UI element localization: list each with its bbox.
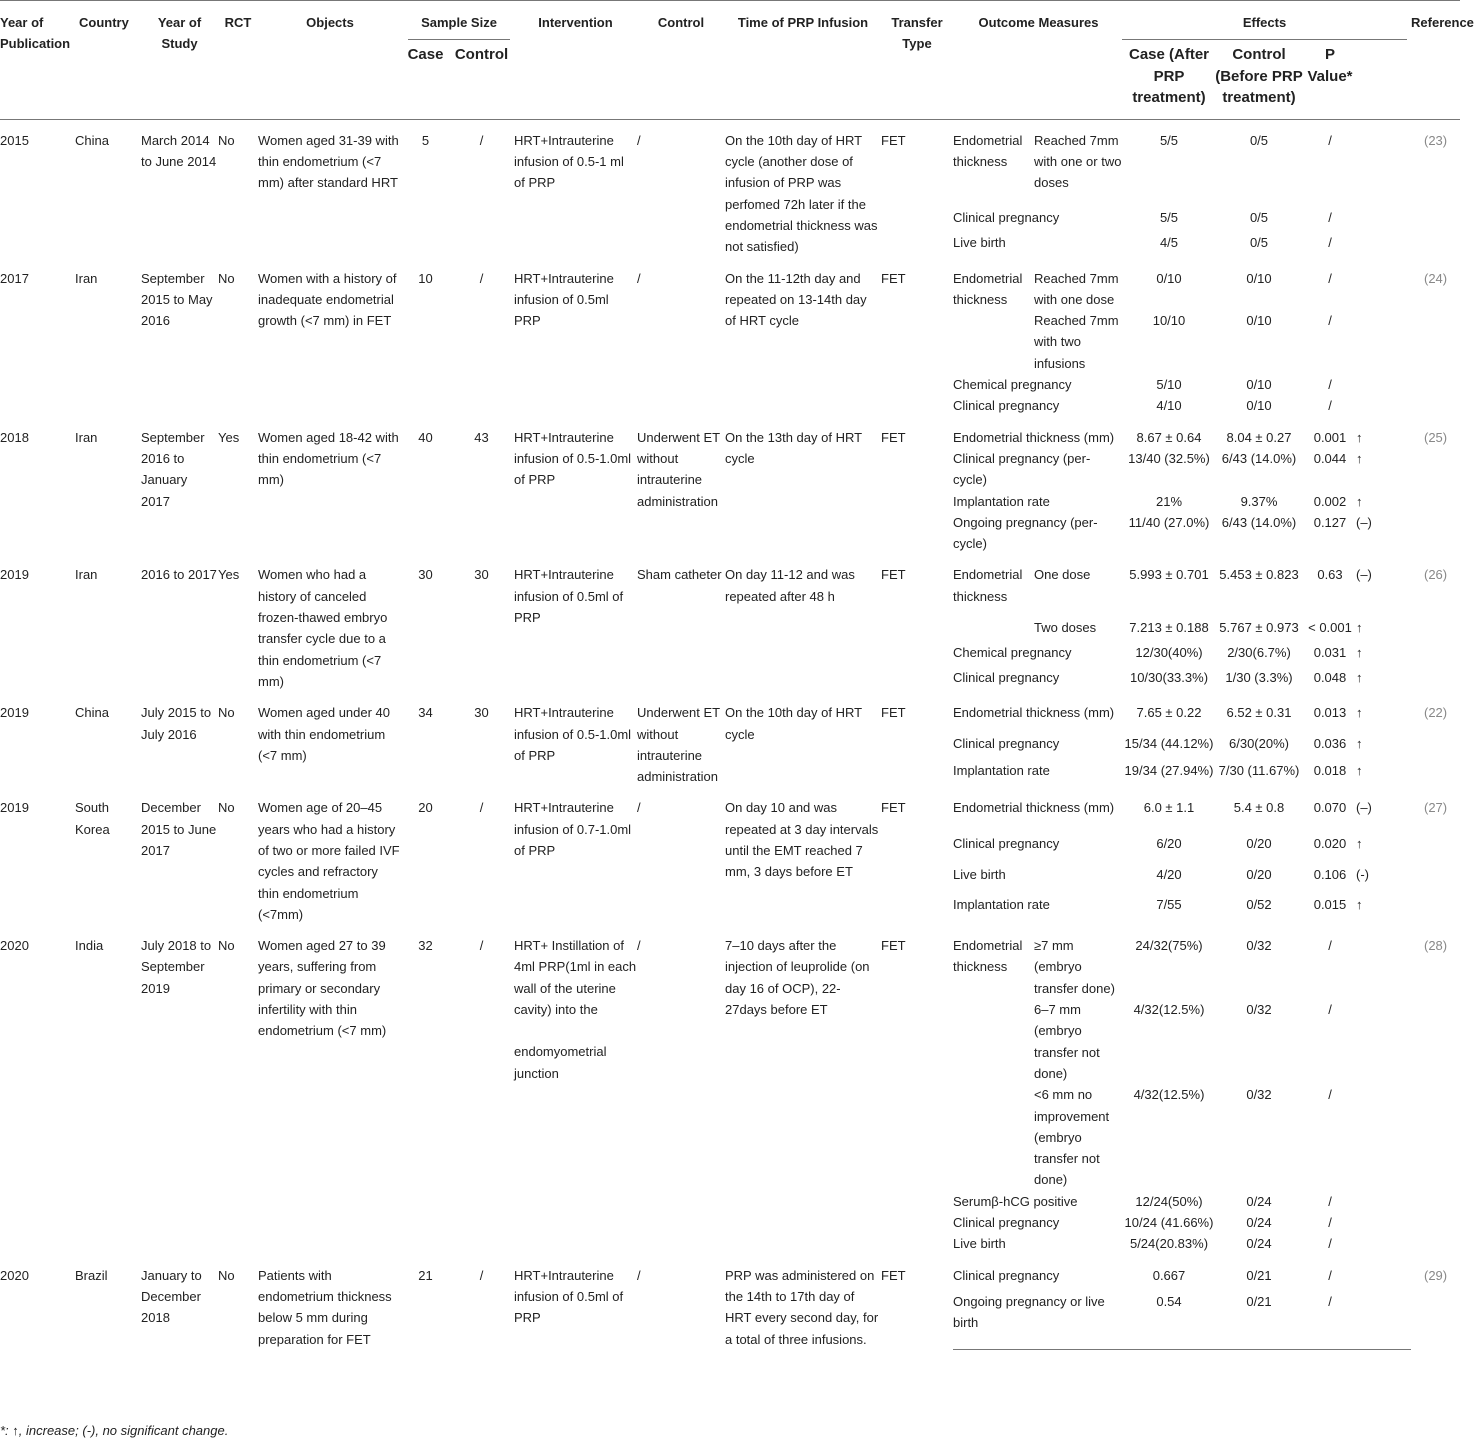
study-transfer-type: FET: [881, 705, 906, 721]
study-period: September 2016 to January 2017: [141, 429, 205, 509]
effect-p-value: /: [1328, 398, 1332, 414]
study-rct: No: [218, 800, 235, 816]
effect-direction: [1356, 925, 1411, 999]
effect-direction: [1356, 207, 1411, 232]
effect-control-value: 0/32: [1246, 1087, 1272, 1103]
study-transfer-type: FET: [881, 1267, 906, 1283]
effect-case-value: 7.213 ± 0.188: [1129, 619, 1209, 635]
effect-p-value: 0.106: [1313, 866, 1347, 882]
outcome-submeasure: Reached 7mm with two infusions: [1034, 313, 1119, 371]
effect-p-value: 0.018: [1313, 762, 1347, 778]
study-intervention-part2: endomyometrial junction: [514, 1044, 607, 1081]
effect-direction: [1356, 999, 1411, 1084]
effect-case-value: 10/30(33.3%): [1129, 670, 1209, 686]
study-intervention: HRT+Intrauterine infusion of 0.5-1.0ml of PRP: [514, 705, 632, 763]
study-reference-link[interactable]: (29): [1423, 1267, 1448, 1283]
study-time: On the 10th day of HRT cycle (another dose of infusion of PRP was perfomed 72h later if the endometrial thickness was not satisfied): [725, 132, 878, 255]
header-p-value: P Value*: [1304, 40, 1356, 119]
effect-p-value: /: [1328, 1002, 1332, 1018]
header-transfer-type: Transfer Type: [881, 1, 953, 120]
effect-p-value: /: [1328, 938, 1332, 954]
outcome-submeasure: <6 mm no improvement (embryo transfer not done): [1034, 1087, 1110, 1188]
table-row: [0, 119, 1460, 207]
study-year: 2019: [0, 567, 29, 583]
effect-case-value: 11/40 (27.0%): [1128, 514, 1210, 530]
effect-control-value: 0/20: [1246, 835, 1272, 851]
effect-case-value: 13/40 (32.5%): [1128, 450, 1210, 466]
study-intervention: HRT+Intrauterine infusion of 0.5ml PRP: [514, 270, 614, 329]
study-transfer-type: FET: [881, 800, 906, 816]
study-control: /: [637, 132, 641, 148]
effect-control-value: 6/30(20%): [1229, 735, 1289, 751]
study-period: March 2014 to June 2014: [141, 132, 217, 170]
effect-direction: [1356, 374, 1411, 395]
effect-p-value: /: [1328, 1087, 1332, 1103]
header-year-publication: Year of Publication: [0, 1, 75, 120]
effect-direction: ↑: [1356, 762, 1363, 778]
effect-case-value: 0/10: [1156, 270, 1182, 286]
effect-p-value: /: [1328, 210, 1332, 226]
header-effects-case: Case (After PRP treatment): [1124, 40, 1214, 119]
study-year: 2020: [0, 938, 29, 954]
study-reference-link[interactable]: (23): [1423, 132, 1448, 148]
effect-p-value: /: [1328, 1193, 1332, 1209]
effect-direction: ↑: [1356, 705, 1363, 721]
outcome-measure: Clinical pregnancy: [953, 210, 1060, 226]
effect-case-value: 15/34 (44.12%): [1124, 735, 1214, 751]
effect-control-value: 0/10: [1246, 313, 1272, 329]
effect-case-value: 4/5: [1159, 235, 1179, 251]
study-control: /: [637, 1267, 641, 1283]
outcome-measure: Clinical pregnancy: [953, 398, 1060, 414]
study-country: Iran: [75, 429, 98, 445]
effect-p-value: 0.127: [1313, 514, 1347, 530]
effect-control-value: 0/32: [1246, 1002, 1272, 1018]
header-reference: Reference: [1411, 1, 1460, 120]
study-time: On the 13th day of HRT cycle: [725, 429, 862, 466]
effect-case-value: 12/30(40%): [1135, 644, 1203, 660]
study-period: December 2015 to June 2017: [141, 800, 217, 858]
study-control-n: /: [479, 1267, 484, 1283]
study-control: Sham catheter: [637, 567, 722, 583]
study-case-n: 21: [418, 1267, 433, 1283]
study-reference-link[interactable]: (27): [1423, 800, 1448, 816]
study-country: South Korea: [75, 800, 110, 837]
study-time: On day 10 and was repeated at 3 day intervals until the EMT reached 7 mm, 3 days before ET: [725, 800, 879, 880]
effect-p-value: 0.001: [1313, 429, 1347, 445]
table-row: [0, 787, 1460, 832]
table-footnote: *: ↑, increase; (-), no significant change.: [0, 1423, 229, 1438]
study-control-n: /: [479, 800, 484, 816]
effect-control-value: 0/52: [1246, 897, 1272, 913]
outcome-submeasure: Two doses: [1034, 619, 1097, 635]
study-transfer-type: FET: [881, 270, 906, 286]
outcome-measure: [953, 1084, 1034, 1190]
study-period: July 2018 to September 2019: [141, 938, 212, 996]
table-row: [0, 258, 1460, 311]
header-effects: [1124, 1, 1411, 41]
effect-p-value: /: [1328, 377, 1332, 393]
header-time: Time of PRP Infusion: [725, 1, 881, 120]
table-row: [0, 554, 1460, 616]
study-reference-link[interactable]: (22): [1423, 705, 1448, 721]
table-row: [0, 417, 1460, 448]
outcome-submeasure: Reached 7mm with one or two doses: [1034, 132, 1122, 191]
study-control-n: 30: [474, 567, 489, 583]
study-intervention: HRT+Intrauterine infusion of 0.5-1.0ml of PRP: [514, 429, 632, 488]
effect-case-value: 6.0 ± 1.1: [1143, 800, 1195, 816]
effect-case-value: 10/24 (41.66%): [1124, 1215, 1214, 1231]
study-control-n: /: [479, 270, 484, 286]
outcome-measure: Endometrial thickness (mm): [953, 705, 1115, 721]
study-year: 2017: [0, 270, 29, 286]
study-objects: Women who had a history of canceled frozen-thawed embryo transfer cycle due to a thin endometrium (<7 mm): [258, 567, 388, 689]
study-control-n: /: [479, 938, 484, 954]
study-control: /: [637, 800, 641, 816]
study-country: Brazil: [75, 1267, 108, 1283]
study-intervention: HRT+Intrauterine infusion of 0.5-1 ml of PRP: [514, 132, 624, 191]
effect-direction: [1356, 1233, 1411, 1254]
effect-p-value: /: [1328, 132, 1332, 148]
outcome-measure: Endometrial thickness (mm): [953, 429, 1115, 445]
effect-p-value: 0.044: [1313, 450, 1347, 466]
effect-p-value: 0.63: [1317, 567, 1343, 583]
effect-control-value: 9.37%: [1240, 493, 1278, 509]
effect-p-value: /: [1328, 1215, 1332, 1231]
study-transfer-type: FET: [881, 938, 906, 954]
effect-p-value: /: [1328, 1236, 1332, 1252]
study-control-n: /: [479, 132, 484, 148]
header-effects-label: Effects: [1122, 12, 1407, 40]
header-intervention: Intervention: [514, 1, 637, 120]
effect-case-value: 5/5: [1159, 132, 1179, 148]
effect-p-value: 0.020: [1313, 835, 1347, 851]
effect-direction: [1356, 258, 1411, 311]
outcome-submeasure: ≥7 mm (embryo transfer done): [1034, 938, 1115, 996]
study-case-n: 40: [418, 429, 433, 445]
effect-case-value: 0.54: [1124, 1291, 1214, 1350]
effect-case-value: 5/10: [1156, 377, 1182, 393]
effect-direction: ↑: [1356, 670, 1363, 686]
outcome-measure: Chemical pregnancy: [953, 377, 1072, 393]
study-rct: No: [218, 1267, 235, 1283]
header-year-study: Year of Study: [141, 1, 218, 120]
study-time: On day 11-12 and was repeated after 48 h: [725, 567, 855, 604]
outcome-measure: Clinical pregnancy (per-cycle): [953, 450, 1091, 488]
study-year: 2019: [0, 705, 29, 721]
outcome-measure: Clinical pregnancy: [953, 835, 1060, 851]
outcome-measure: Implantation rate: [953, 897, 1050, 913]
study-transfer-type: FET: [881, 567, 906, 583]
effect-control-value: 5.4 ± 0.8: [1233, 800, 1285, 816]
effect-p-value: 0.036: [1313, 735, 1347, 751]
effect-p-value: /: [1328, 313, 1332, 329]
effect-direction: (–): [1356, 800, 1372, 816]
outcome-submeasure: 6–7 mm (embryo transfer not done): [1034, 1002, 1100, 1081]
table-row: [0, 925, 1460, 999]
effect-direction: [1356, 1191, 1411, 1212]
study-year: 2020: [0, 1267, 29, 1283]
study-reference-link[interactable]: (28): [1423, 938, 1448, 954]
effect-p-value: 0.015: [1313, 897, 1347, 913]
effect-control-value: 0/10: [1246, 398, 1272, 414]
outcome-measure: Endometrial thickness (mm): [953, 800, 1115, 816]
effect-direction: [1356, 310, 1411, 374]
header-effects-control: Control (Before PRP treatment): [1214, 40, 1304, 119]
outcome-submeasure: One dose: [1034, 567, 1091, 583]
effect-control-value: 0/21: [1214, 1291, 1304, 1350]
outcome-measure: Endometrial thickness: [953, 567, 1023, 604]
study-control-n: 43: [474, 429, 489, 445]
outcome-measure: Live birth: [953, 235, 1006, 251]
effect-control-value: 0/24: [1246, 1236, 1272, 1252]
study-reference-link[interactable]: (26): [1423, 567, 1448, 583]
effect-control-value: 7/30 (11.67%): [1218, 762, 1300, 778]
study-control: /: [637, 270, 641, 286]
study-country: China: [75, 705, 109, 721]
effect-control-value: 5.767 ± 0.973: [1219, 619, 1299, 635]
effect-case-value: 4/10: [1156, 398, 1182, 414]
study-case-n: 5: [421, 132, 430, 148]
outcome-measure: [953, 999, 1034, 1084]
study-reference-link[interactable]: (24): [1423, 270, 1448, 286]
study-control: Underwent ET without intrauterine administration: [637, 429, 720, 509]
effect-direction: [1356, 1291, 1411, 1350]
effect-control-value: 0/24: [1246, 1193, 1272, 1209]
effect-case-value: 5.993 ± 0.701: [1129, 567, 1209, 583]
effect-direction: [1356, 119, 1411, 207]
effect-p-value: /: [1328, 1267, 1332, 1283]
effect-case-value: 19/34 (27.94%): [1124, 762, 1214, 778]
study-objects: Women aged under 40 with thin endometrium (<7 mm): [258, 705, 391, 763]
header-case-n: Case: [402, 40, 449, 119]
study-period: 2016 to 2017: [141, 567, 217, 583]
effect-control-value: 5.453 ± 0.823: [1219, 567, 1299, 583]
study-intervention: HRT+Intrauterine infusion of 0.7-1.0ml of PRP: [514, 800, 632, 858]
effect-case-value: 21%: [1155, 493, 1183, 509]
effect-control-value: 0/10: [1246, 377, 1272, 393]
study-country: Iran: [75, 567, 98, 583]
effect-direction: ↑: [1356, 897, 1363, 913]
effect-p-value: 0.002: [1313, 493, 1347, 509]
effect-case-value: 5/5: [1159, 210, 1179, 226]
effect-direction: [1356, 1212, 1411, 1233]
effect-direction: ↑: [1356, 735, 1363, 751]
effect-case-value: 7/55: [1156, 897, 1182, 913]
effect-control-value: 8.04 ± 0.27: [1226, 429, 1292, 445]
effect-direction: (-): [1356, 866, 1369, 882]
study-time: PRP was administered on the 14th to 17th day of HRT every second day, for a total of three infusions.: [725, 1267, 879, 1347]
study-case-n: 30: [418, 567, 433, 583]
effect-direction: ↑: [1356, 493, 1363, 509]
effect-control-value: 0/24: [1246, 1215, 1272, 1231]
outcome-measure: Clinical pregnancy: [953, 1215, 1060, 1231]
effect-case-value: 4/20: [1156, 866, 1182, 882]
outcome-measure: [953, 310, 1034, 374]
outcome-measure: Endometrial thickness: [953, 270, 1023, 307]
effect-direction: [1356, 395, 1411, 416]
effect-case-value: 7.65 ± 0.22: [1136, 705, 1202, 721]
study-objects: Women age of 20–45 years who had a history of two or more failed IVF cycles and refractory thin endometrium (<7mm): [258, 800, 400, 922]
outcome-submeasure: Reached 7mm with one dose: [1034, 270, 1119, 307]
study-period: January to December 2018: [141, 1267, 202, 1326]
header-outcome-measures: Outcome Measures: [953, 1, 1124, 120]
study-case-n: 10: [418, 270, 433, 286]
effect-p-value: 0.048: [1313, 670, 1347, 686]
study-time: On the 10th day of HRT cycle: [725, 705, 862, 742]
study-intervention: HRT+Intrauterine infusion of 0.5ml of PRP: [514, 567, 624, 626]
effect-direction: [1356, 232, 1411, 257]
effect-control-value: 0/5: [1249, 132, 1269, 148]
effect-case-value: 12/24(50%): [1135, 1193, 1203, 1209]
effect-p-value: /: [1328, 235, 1332, 251]
study-rct: No: [218, 705, 235, 721]
study-year: 2018: [0, 429, 29, 445]
study-transfer-type: FET: [881, 132, 906, 148]
effect-case-value: 4/32(12.5%): [1133, 1087, 1205, 1103]
effect-control-value: 0/32: [1246, 938, 1272, 954]
effect-direction: ↑: [1356, 644, 1363, 660]
table-body: [0, 119, 1460, 1350]
study-period: September 2015 to May 2016: [141, 270, 213, 329]
study-rct: Yes: [218, 429, 240, 445]
effect-case-value: 8.67 ± 0.64: [1136, 429, 1202, 445]
effect-control-value: 0/5: [1249, 235, 1269, 251]
header-control-n: Control: [449, 40, 514, 119]
header-objects: Objects: [258, 1, 402, 120]
outcome-measure: Ongoing pregnancy or live birth: [953, 1291, 1124, 1350]
effect-p-value: 0.031: [1313, 644, 1347, 660]
effect-direction: [1356, 1255, 1411, 1291]
table-row: [0, 692, 1460, 732]
effect-control-value: 2/30(6.7%): [1227, 644, 1291, 660]
study-intervention: HRT+Intrauterine infusion of 0.5ml of PRP: [514, 1267, 624, 1326]
study-objects: Women aged 18-42 with thin endometrium (<7 mm): [258, 429, 399, 488]
study-objects: Women with a history of inadequate endometrial growth (<7 mm) in FET: [258, 270, 397, 329]
study-country: India: [75, 938, 104, 954]
effect-direction: ↑: [1356, 835, 1363, 851]
study-rct: No: [218, 270, 235, 286]
outcome-measure: Endometrial thickness: [953, 938, 1023, 975]
study-period: July 2015 to July 2016: [141, 705, 212, 742]
study-rct: No: [218, 132, 235, 148]
outcome-measure: Clinical pregnancy: [953, 735, 1060, 751]
table-row: [0, 1255, 1460, 1291]
effect-p-value: /: [1304, 1291, 1356, 1350]
study-time: On the 11-12th day and repeated on 13-14th day of HRT cycle: [725, 270, 867, 329]
outcome-measure: Live birth: [953, 866, 1006, 882]
outcome-measure: Live birth: [953, 1236, 1006, 1252]
effect-control-value: 0/20: [1246, 866, 1272, 882]
effect-control-value: 1/30 (3.3%): [1225, 670, 1293, 686]
outcome-measure: [953, 617, 1034, 642]
effect-case-value: 0.667: [1152, 1267, 1186, 1283]
study-control-n: 30: [474, 705, 489, 721]
effect-direction: ↑: [1356, 450, 1363, 466]
effect-case-value: 5/24(20.83%): [1129, 1236, 1209, 1252]
study-objects: Women aged 31-39 with thin endometrium (<7 mm) after standard HRT: [258, 132, 399, 191]
study-intervention-part1: HRT+ Instillation of 4ml PRP(1ml in each wall of the uterine cavity) into the: [514, 938, 637, 1018]
study-country: Iran: [75, 270, 98, 286]
effect-p-value: 0.070: [1313, 800, 1347, 816]
study-reference-link[interactable]: (25): [1423, 429, 1448, 445]
effect-case-value: 4/32(12.5%): [1133, 1002, 1205, 1018]
study-year: 2019: [0, 800, 29, 816]
outcome-measure: Clinical pregnancy: [953, 670, 1060, 686]
study-intervention: [514, 925, 637, 1254]
effect-control-value: 6.52 ± 0.31: [1226, 705, 1292, 721]
study-rct: No: [218, 938, 235, 954]
effect-direction: (–): [1356, 514, 1372, 530]
study-case-n: 32: [418, 938, 433, 954]
effect-control-value: 0/10: [1246, 270, 1272, 286]
study-objects: Women aged 27 to 39 years, suffering from primary or secondary infertility with thin endometrium (<7 mm): [258, 938, 387, 1039]
table-header: [0, 1, 1474, 120]
header-sample-size: [402, 1, 514, 41]
outcome-measure: Clinical pregnancy: [953, 1267, 1060, 1283]
effect-case-value: 10/10: [1152, 313, 1186, 329]
study-transfer-type: FET: [881, 429, 906, 445]
effect-direction: [1356, 1084, 1411, 1190]
effect-control-value: 6/43 (14.0%): [1221, 450, 1297, 466]
effect-p-value: 0.013: [1313, 705, 1347, 721]
header-arrow-blank: [1356, 40, 1411, 119]
outcome-measure: Serumβ-hCG positive: [953, 1193, 1078, 1209]
effect-p-value: /: [1328, 270, 1332, 286]
effect-control-value: 0/5: [1249, 210, 1269, 226]
outcome-measure: Ongoing pregnancy (per-cycle): [953, 514, 1098, 552]
outcome-measure: Implantation rate: [953, 762, 1050, 778]
effect-p-value: < 0.001: [1308, 619, 1352, 635]
study-case-n: 20: [418, 800, 433, 816]
outcome-measure: Implantation rate: [953, 493, 1050, 509]
effect-case-value: 6/20: [1156, 835, 1182, 851]
header-rct: RCT: [218, 1, 258, 120]
header-sample-size-label: Sample Size: [408, 12, 510, 40]
effect-case-value: 24/32(75%): [1135, 938, 1203, 954]
study-control: Underwent ET without intrauterine administration: [637, 705, 720, 785]
study-year: 2015: [0, 132, 29, 148]
effect-direction: ↑: [1356, 429, 1363, 445]
effect-direction: ↑: [1356, 619, 1363, 635]
study-rct: Yes: [218, 567, 240, 583]
study-time: 7–10 days after the injection of leuprolide (on day 16 of OCP), 22-27days before ET: [725, 938, 870, 1018]
study-country: China: [75, 132, 109, 148]
effect-control-value: 0/21: [1246, 1267, 1272, 1283]
effect-control-value: 6/43 (14.0%): [1221, 514, 1297, 530]
effect-direction: (–): [1356, 567, 1372, 583]
study-control: /: [637, 938, 641, 954]
outcome-measure: Chemical pregnancy: [953, 644, 1072, 660]
header-control: Control: [637, 1, 725, 120]
study-objects: Patients with endometrium thickness below 5 mm during preparation for FET: [258, 1267, 392, 1347]
outcome-measure: Endometrial thickness: [953, 132, 1023, 170]
header-country: Country: [75, 1, 141, 120]
study-case-n: 34: [418, 705, 433, 721]
